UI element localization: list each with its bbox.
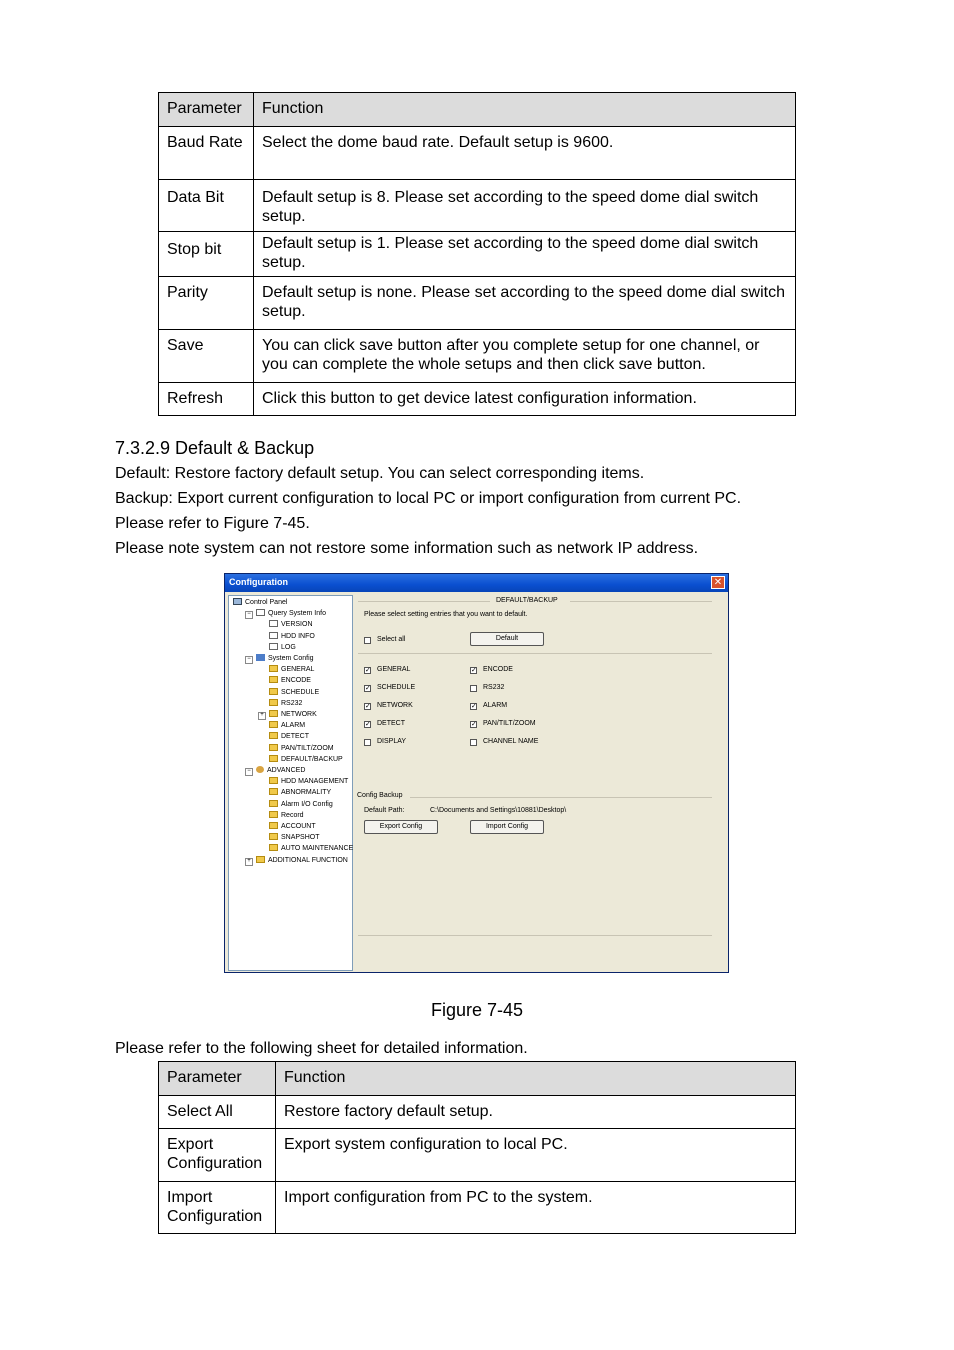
item-checkbox[interactable] — [470, 739, 477, 746]
tree-item-label: HDD INFO — [281, 632, 315, 640]
folder-icon — [269, 788, 278, 795]
expand-icon[interactable]: + — [258, 712, 266, 720]
tree-item-label: SNAPSHOT — [281, 834, 320, 842]
function-cell: Default setup is none. Please set according to the speed dome dial switch setup. — [254, 277, 796, 330]
item-label: DETECT — [377, 720, 405, 727]
default-button[interactable]: Default — [470, 632, 544, 646]
function-cell: Default setup is 1. Please set according to the speed dome dial switch setup. — [254, 232, 796, 277]
tree-item-label: Query System Info — [268, 610, 326, 618]
collapse-icon[interactable]: − — [245, 656, 253, 664]
item-checkbox[interactable]: ✓ — [471, 667, 477, 674]
item-label: ALARM — [483, 702, 508, 709]
tree-item-label: VERSION — [281, 621, 313, 629]
folder-icon — [269, 800, 278, 807]
param-cell: Stop bit — [159, 232, 254, 277]
folder-icon — [269, 721, 278, 728]
select-all-label: Select all — [377, 636, 406, 643]
system-icon — [256, 654, 265, 661]
item-label: ENCODE — [483, 666, 513, 673]
tree-item[interactable] — [233, 598, 287, 608]
doc-icon — [269, 643, 278, 650]
doc-icon — [269, 632, 278, 639]
parameter-table-default-backup — [158, 1061, 796, 1234]
folder-icon — [269, 755, 278, 762]
tree-item-label: System Config — [268, 655, 314, 662]
folder-icon — [269, 744, 278, 751]
tree-item-label: DETECT — [281, 733, 309, 741]
function-cell: Click this button to get device latest configuration information. — [254, 383, 796, 416]
group-border-left — [358, 601, 490, 602]
close-icon[interactable]: ✕ — [711, 576, 725, 589]
table-header-row — [159, 93, 796, 127]
folder-icon — [269, 688, 278, 695]
tree-item[interactable] — [269, 844, 353, 854]
item-checkbox[interactable]: ✓ — [365, 703, 371, 710]
divider — [358, 653, 712, 654]
group-border-right — [570, 601, 712, 602]
item-checkbox[interactable]: ✓ — [471, 703, 477, 710]
folder-icon — [269, 822, 278, 829]
table-row — [159, 180, 796, 232]
folder-icon — [269, 833, 278, 840]
tree-item[interactable] — [256, 654, 314, 664]
item-checkbox[interactable]: ✓ — [365, 685, 371, 692]
function-cell: Default setup is 8. Please set according to the speed dome dial switch setup. — [254, 180, 796, 232]
tree-item[interactable] — [269, 688, 319, 698]
tree-item[interactable] — [269, 777, 348, 787]
backup-title: Config Backup — [357, 792, 403, 799]
paragraph-intro: Please refer to the following sheet for detailed information. — [115, 1040, 528, 1057]
paragraph-backup: Backup: Export current configuration to local PC or import configuration from current PC. — [115, 490, 742, 507]
figure-caption: Figure 7-45 — [430, 1000, 524, 1020]
item-checkbox[interactable] — [470, 685, 477, 692]
tree-item[interactable] — [269, 822, 316, 832]
tree-item[interactable] — [269, 788, 331, 798]
param-cell: Baud Rate — [159, 127, 254, 180]
tree-item-label: Control Panel — [245, 599, 288, 606]
tree-item[interactable] — [269, 676, 311, 686]
table-row — [159, 330, 796, 383]
item-checkbox[interactable]: ✓ — [471, 721, 477, 728]
header-function: Function — [254, 93, 796, 127]
tree-item-label: ADDITIONAL FUNCTION — [268, 856, 348, 864]
tree-item[interactable] — [269, 643, 296, 653]
tree-item[interactable] — [269, 811, 304, 821]
tree-item-label: ADVANCED — [267, 767, 306, 774]
table-row — [159, 1129, 796, 1182]
select-all-checkbox[interactable] — [364, 637, 371, 644]
gear-icon — [256, 766, 264, 773]
pc-icon — [233, 598, 242, 605]
tree-item-label: ALARM — [281, 722, 306, 730]
tree-item-label: ABNORMALITY — [281, 789, 332, 797]
header-parameter: Parameter — [159, 93, 254, 127]
tree-item[interactable] — [269, 699, 302, 709]
function-cell: Import configuration from PC to the system. — [276, 1182, 796, 1234]
tree-item-label: Record — [281, 811, 304, 819]
folder-icon — [269, 699, 278, 706]
tree-item[interactable] — [256, 856, 348, 866]
folder-icon — [256, 856, 265, 863]
param-cell: Export Configuration — [159, 1129, 276, 1182]
paragraph-refer: Please refer to Figure 7-45. — [115, 515, 310, 532]
folder-icon — [269, 844, 278, 851]
tree-item-label: Alarm I/O Config — [281, 800, 333, 808]
tree-item[interactable] — [256, 609, 326, 619]
function-cell: Select the dome baud rate. Default setup is 9600. — [254, 127, 796, 180]
tree-item[interactable] — [269, 800, 333, 810]
instruction-text: Please select setting entries that you want to default. — [364, 611, 528, 618]
section-heading: 7.3.2.9 Default & Backup — [115, 438, 315, 458]
item-label: GENERAL — [377, 666, 411, 673]
tree-item-label: ACCOUNT — [281, 823, 316, 830]
backup-border — [410, 797, 712, 798]
tree-item-label: HDD MANAGEMENT — [281, 778, 349, 786]
item-label: DISPLAY — [377, 738, 407, 745]
tree-item-label: AUTO MAINTENANCE — [281, 845, 354, 853]
folder-icon — [269, 777, 278, 784]
import-config-button[interactable]: Import Config — [470, 820, 544, 834]
configuration-window — [224, 573, 729, 973]
folder-icon — [269, 665, 278, 672]
collapse-icon[interactable]: − — [245, 768, 253, 776]
tree-item[interactable] — [269, 833, 320, 843]
table-row — [159, 383, 796, 416]
table-row — [159, 1096, 796, 1129]
item-label: NETWORK — [377, 702, 413, 709]
function-cell: Export system configuration to local PC. — [276, 1129, 796, 1182]
tree-item-label: NETWORK — [281, 711, 317, 718]
default-path-value: C:\Documents and Settings\10881\Desktop\ — [430, 807, 567, 814]
item-label: CHANNEL NAME — [483, 738, 539, 745]
doc-icon — [269, 620, 278, 627]
window-titlebar[interactable] — [225, 574, 728, 592]
tree-item[interactable] — [269, 755, 343, 765]
tree-item-label: ENCODE — [281, 677, 311, 685]
tree-item[interactable] — [269, 721, 305, 731]
param-cell: Refresh — [159, 383, 254, 416]
tree-item[interactable] — [269, 732, 309, 742]
paragraph-note: Please note system can not restore some information such as network IP address. — [115, 540, 699, 557]
export-config-button[interactable]: Export Config — [364, 820, 438, 834]
tree-item-label: DEFAULT/BACKUP — [281, 755, 343, 763]
tree-item[interactable] — [269, 744, 334, 754]
tree-item-label: GENERAL — [281, 666, 315, 674]
default-path-label: Default Path: — [364, 807, 405, 814]
folder-icon — [269, 710, 278, 717]
param-cell: Data Bit — [159, 180, 254, 232]
bottom-divider — [358, 935, 712, 936]
tree-item-label: SCHEDULE — [281, 688, 320, 696]
group-title: DEFAULT/BACKUP — [496, 597, 558, 604]
table-row — [159, 127, 796, 180]
table-row — [159, 1182, 796, 1234]
folder-icon — [269, 811, 278, 818]
tree-item[interactable] — [256, 766, 305, 776]
expand-icon[interactable]: + — [245, 858, 253, 866]
param-cell: Select All — [159, 1096, 276, 1129]
header-function: Function — [276, 1062, 796, 1096]
window-title: Configuration — [229, 577, 288, 587]
table-header-row — [159, 1062, 796, 1096]
function-cell: Restore factory default setup. — [276, 1096, 796, 1129]
folder-icon — [269, 676, 278, 683]
tree-item[interactable] — [269, 665, 314, 675]
item-checkbox[interactable]: ✓ — [365, 721, 371, 728]
param-cell: Save — [159, 330, 254, 383]
item-label: SCHEDULE — [377, 684, 416, 691]
header-parameter: Parameter — [159, 1062, 276, 1096]
config-tree[interactable] — [228, 595, 353, 971]
tree-item-label: RS232 — [281, 699, 303, 707]
doc-icon — [256, 609, 265, 616]
tree-item[interactable] — [269, 620, 313, 630]
tree-item-label: PAN/TILT/ZOOM — [281, 744, 334, 752]
function-cell: You can click save button after you complete setup for one channel, or you can complete the whole setups and then click save button. — [254, 330, 796, 383]
table-row — [159, 232, 796, 277]
param-cell: Parity — [159, 277, 254, 330]
default-backup-panel — [354, 595, 726, 971]
item-label: PAN/TILT/ZOOM — [483, 720, 536, 727]
param-cell: Import Configuration — [159, 1182, 276, 1234]
table-row — [159, 277, 796, 330]
parameter-table-ptz — [158, 92, 796, 416]
tree-item-label: LOG — [281, 643, 296, 651]
tree-item[interactable] — [269, 632, 315, 642]
paragraph-default: Default: Restore factory default setup. You can select corresponding items. — [115, 465, 645, 482]
folder-icon — [269, 732, 278, 739]
item-checkbox[interactable]: ✓ — [365, 667, 371, 674]
item-checkbox[interactable] — [364, 739, 371, 746]
tree-item[interactable] — [269, 710, 317, 720]
collapse-icon[interactable]: − — [245, 611, 253, 619]
item-label: RS232 — [483, 684, 505, 691]
